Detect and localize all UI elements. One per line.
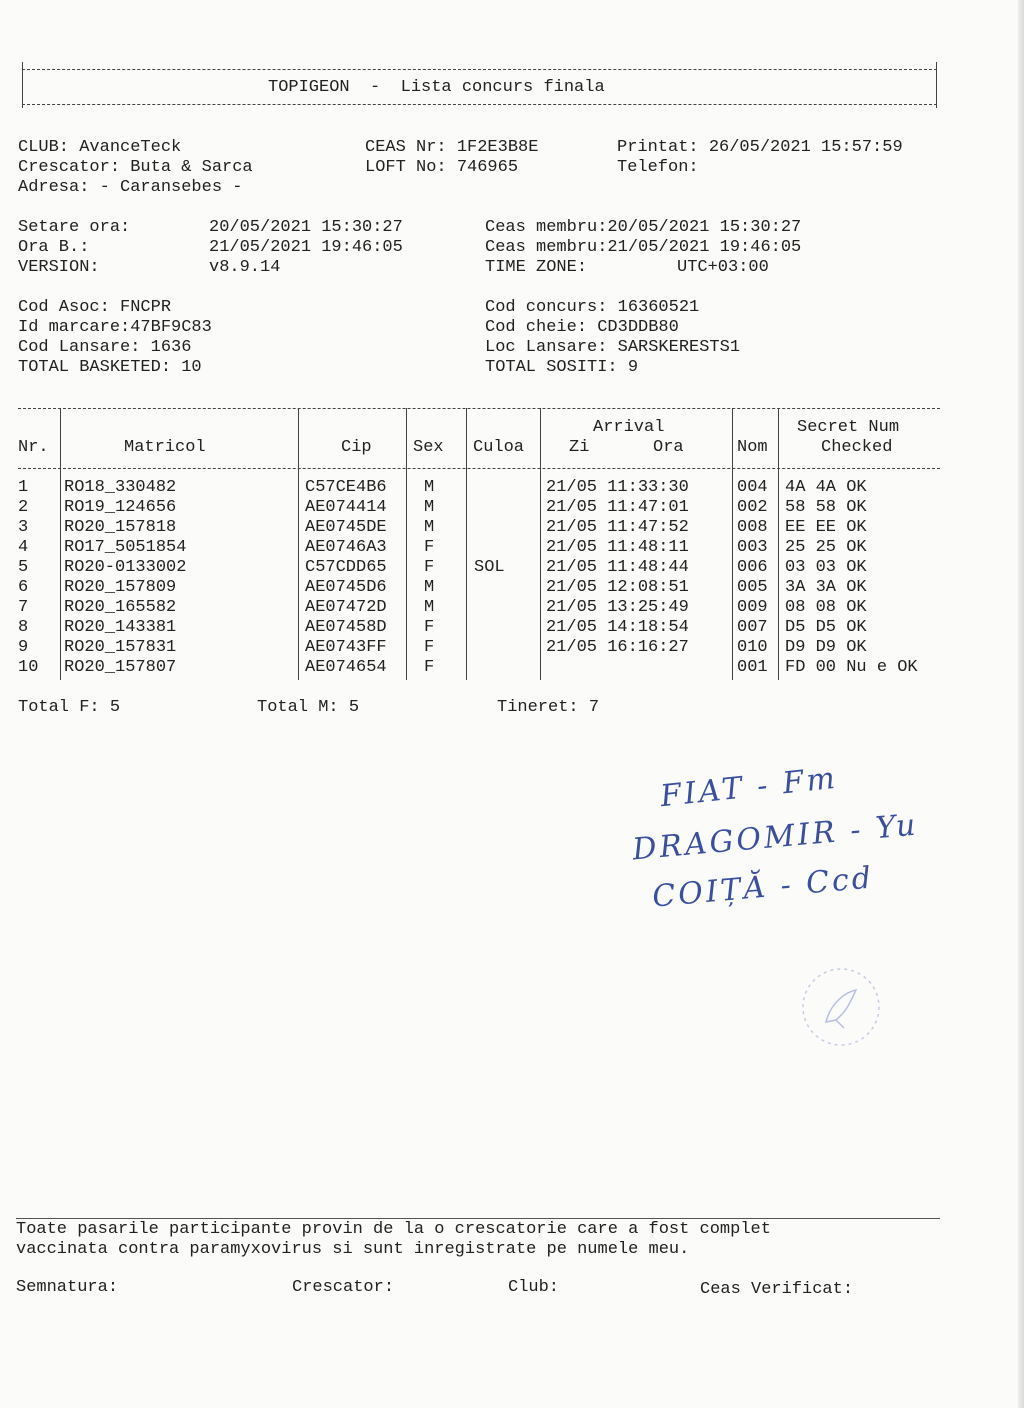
cell-matricol: RO20_157809 [64,578,177,597]
cell-nr: 6 [18,578,29,597]
cell-secret: 25 25 OK [785,538,867,557]
header-matricol: Matricol [124,438,206,457]
cell-nr: 8 [18,618,29,637]
table-top-rule [18,408,940,409]
cell-nom: 008 [737,518,768,537]
club-name: CLUB: AvanceTeck [18,138,182,157]
cell-nom: 003 [737,538,768,557]
title-top-rule [22,69,937,70]
title-left-border [22,62,23,108]
total-sositi: TOTAL SOSITI: 9 [485,358,639,377]
setare-ora-label: Setare ora: [18,218,131,237]
cod-concurs: Cod concurs: 16360521 [485,298,700,317]
timezone-label: TIME ZONE: [485,258,588,277]
header-nom: Nom [737,438,768,457]
ora-b-value: 21/05/2021 19:46:05 [209,238,403,257]
cell-matricol: RO20_157831 [64,638,177,657]
page-title: TOPIGEON - Lista concurs finala [268,78,605,97]
cell-nr: 4 [18,538,29,557]
cell-secret: FD 00 Nu e OK [785,658,918,677]
cell-matricol: RO20_165582 [64,598,177,617]
cell-secret: 08 08 OK [785,598,867,617]
cell-matricol: RO20_157818 [64,518,177,537]
title-right-border [936,62,937,108]
cell-cip: AE0745D6 [305,578,387,597]
cell-secret: 58 58 OK [785,498,867,517]
ceas-nr: CEAS Nr: 1F2E3B8E [365,138,539,157]
header-zi: Zi [569,438,590,457]
cell-nom: 001 [737,658,768,677]
cell-nom: 004 [737,478,768,497]
cell-nom: 010 [737,638,768,657]
cell-nr: 5 [18,558,29,577]
cell-matricol: RO17_5051854 [64,538,187,557]
statement-line-1: Toate pasarile participante provin de la o crescatorie care a fost complet [16,1220,771,1239]
semnatura-label: Semnatura: [16,1278,119,1297]
crescator: Crescator: Buta & Sarca [18,158,253,177]
version-value: v8.9.14 [209,258,281,277]
cell-cip: AE0746A3 [305,538,387,557]
cell-matricol: RO19_124656 [64,498,177,517]
signature-coita: COIȚĂ - Ccd [650,860,876,915]
cell-nr: 10 [18,658,39,677]
cell-nr: 7 [18,598,29,617]
ceas-membru-1: Ceas membru:20/05/2021 15:30:27 [485,218,802,237]
cell-arrival: 21/05 11:47:52 [546,518,689,537]
cell-sex: F [424,618,435,637]
cell-nom: 005 [737,578,768,597]
footer-rule [16,1218,940,1219]
printat: Printat: 26/05/2021 15:57:59 [617,138,903,157]
cell-cip: AE074654 [305,658,387,677]
ora-b-label: Ora B.: [18,238,90,257]
statement-line-2: vaccinata contra paramyxovirus si sunt inregistrate pe numele meu. [16,1240,690,1259]
total-m: Total M: 5 [257,698,360,717]
header-nr: Nr. [18,438,49,457]
cod-cheie: Cod cheie: CD3DDB80 [485,318,679,337]
telefon: Telefon: [617,158,699,177]
tineret: Tineret: 7 [497,698,600,717]
col-sep-arrival [732,408,733,680]
header-secret-num: Secret Num [797,418,900,437]
cell-nom: 007 [737,618,768,637]
col-sep-culoa [540,408,541,680]
cell-arrival: 21/05 13:25:49 [546,598,689,617]
title-bottom-rule [22,104,937,105]
cell-arrival: 21/05 11:47:01 [546,498,689,517]
club-label: Club: [508,1278,560,1297]
col-sep-nr [60,408,61,680]
cell-matricol: RO18_330482 [64,478,177,497]
cell-sex: M [424,478,435,497]
header-arrival: Arrival [593,418,665,437]
cell-nom: 002 [737,498,768,517]
cell-arrival: 21/05 12:08:51 [546,578,689,597]
col-sep-nom [778,408,779,680]
total-f: Total F: 5 [18,698,121,717]
cell-matricol: RO20_143381 [64,618,177,637]
crescator-label: Crescator: [292,1278,395,1297]
cell-sex: F [424,538,435,557]
cell-nr: 2 [18,498,29,517]
col-sep-cip [406,408,407,680]
ceas-membru-2: Ceas membru:21/05/2021 19:46:05 [485,238,802,257]
col-sep-sex [466,408,467,680]
header-cip: Cip [341,438,372,457]
cell-culoa: SOL [474,558,505,577]
cell-secret: 3A 3A OK [785,578,867,597]
cell-sex: M [424,518,435,537]
cell-cip: AE07472D [305,598,387,617]
cell-sex: F [424,658,435,677]
cell-secret: 4A 4A OK [785,478,867,497]
cell-arrival: 21/05 16:16:27 [546,638,689,657]
cell-nom: 009 [737,598,768,617]
cell-sex: M [424,578,435,597]
cell-matricol: RO20-0133002 [64,558,187,577]
cell-secret: D5 D5 OK [785,618,867,637]
signature-fiat: FIAT - Fm [658,760,840,815]
cell-cip: AE0743FF [305,638,387,657]
cell-secret: D9 D9 OK [785,638,867,657]
header-sex: Sex [413,438,444,457]
cell-nom: 006 [737,558,768,577]
total-basketed: TOTAL BASKETED: 10 [18,358,202,377]
page-edge-shadow [1018,0,1024,1408]
signature-dragomir: DRAGOMIR - Yu [631,807,920,868]
loft-no: LOFT No: 746965 [365,158,519,177]
setare-ora-value: 20/05/2021 15:30:27 [209,218,403,237]
cell-cip: C57CE4B6 [305,478,387,497]
header-culoa: Culoa [473,438,525,457]
table-header-rule [18,468,940,469]
cell-secret: 03 03 OK [785,558,867,577]
cell-nr: 3 [18,518,29,537]
cell-cip: AE074414 [305,498,387,517]
cod-lansare: Cod Lansare: 1636 [18,338,192,357]
cell-sex: F [424,638,435,657]
cell-nr: 1 [18,478,29,497]
id-marcare: Id marcare:47BF9C83 [18,318,212,337]
cell-cip: C57CDD65 [305,558,387,577]
cell-cip: AE0745DE [305,518,387,537]
timezone-value: UTC+03:00 [677,258,769,277]
cell-sex: F [424,558,435,577]
cell-secret: EE EE OK [785,518,867,537]
cell-arrival: 21/05 11:33:30 [546,478,689,497]
cell-matricol: RO20_157807 [64,658,177,677]
cell-sex: M [424,498,435,517]
adresa: Adresa: - Caransebes - [18,178,243,197]
header-ora: Ora [653,438,684,457]
version-label: VERSION: [18,258,100,277]
loc-lansare: Loc Lansare: SARSKERESTS1 [485,338,741,357]
cell-sex: M [424,598,435,617]
cell-arrival: 21/05 11:48:44 [546,558,689,577]
cell-nr: 9 [18,638,29,657]
header-checked: Checked [821,438,893,457]
col-sep-matricol [298,408,299,680]
cell-cip: AE07458D [305,618,387,637]
cod-asoc: Cod Asoc: FNCPR [18,298,172,317]
cell-arrival: 21/05 11:48:11 [546,538,689,557]
ceas-verificat-label: Ceas Verificat: [700,1280,854,1299]
cell-arrival: 21/05 14:18:54 [546,618,689,637]
